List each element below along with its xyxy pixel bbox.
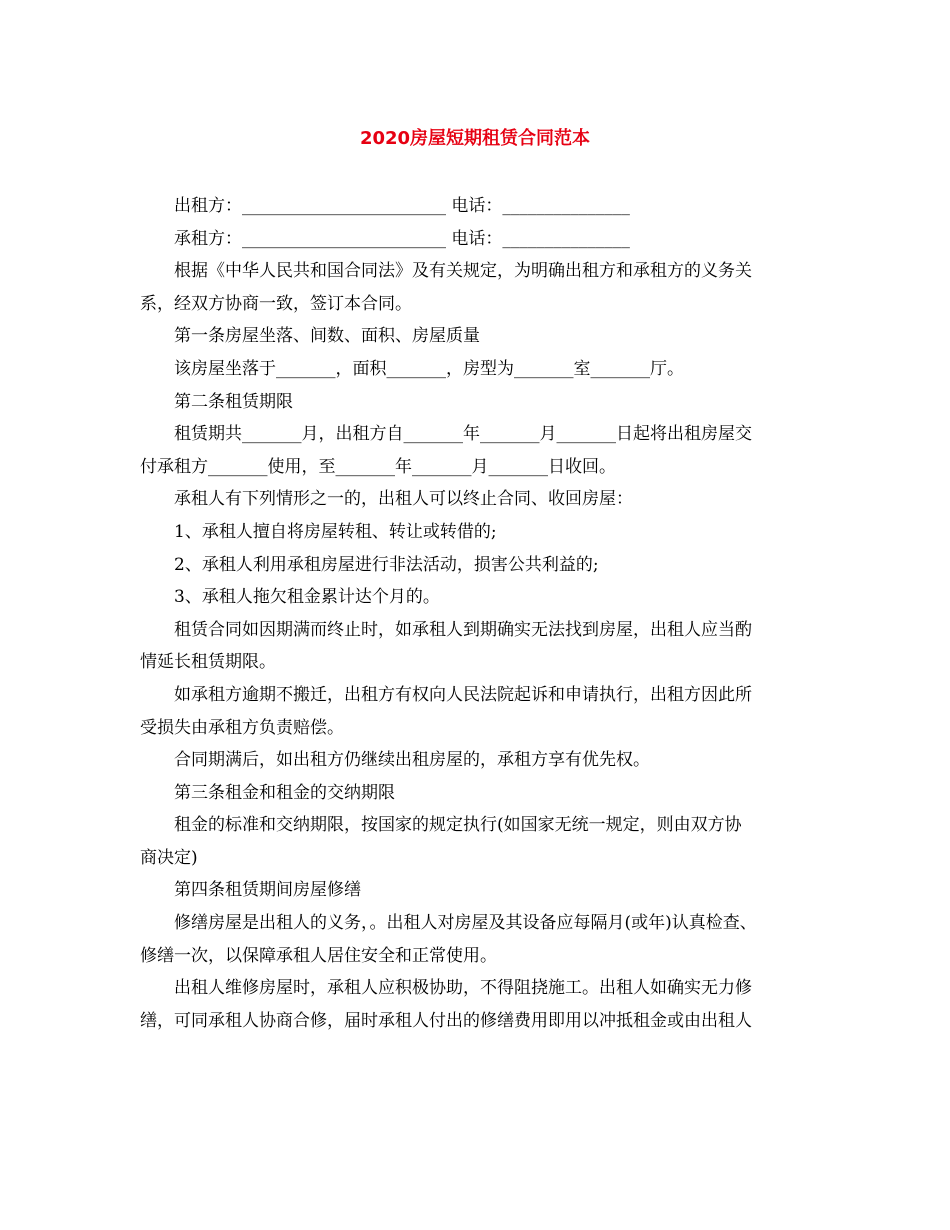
paragraph-line: 3、承租人拖欠租金累计达个月的。 [174,587,440,608]
document-body [140,190,812,1037]
paragraph-line: 该房屋坐落于_______，面积_______，房型为_______室_______厅。 [174,358,684,379]
paragraph-line: 第四条租赁期间房屋修缮 [174,880,361,901]
paragraph-line: 租赁合同如因期满而终止时，如承租人到期确实无法找到房屋，出租人应当酌 [174,619,752,640]
paragraph-line: 缮，可同承租人协商合修，届时承租人付出的修缮费用即用以冲抵租金或由出租人 [140,1010,752,1031]
paragraph-line: 1、承租人擅自将房屋转租、转让或转借的; [174,521,497,542]
paragraph-line: 租赁期共_______月，出租方自_______年_______月_______日起将出租房屋交 [174,424,752,445]
paragraph-line: 承租人有下列情形之一的，出租人可以终止合同、收回房屋： [174,489,633,510]
paragraph-line: 修缮房屋是出租人的义务，。出租人对房屋及其设备应每隔月(或年)认真检查、 [174,913,757,934]
paragraph-line: 出租人维修房屋时，承租人应积极协助，不得阻挠施工。出租人如确实无力修 [174,978,752,999]
paragraph-line: 商决定) [140,847,198,868]
paragraph-line: 2、承租人利用承租房屋进行非法活动，损害公共利益的; [174,554,599,575]
paragraph-line: 修缮一次，以保障承租人居住安全和正常使用。 [140,945,497,966]
paragraph-line: 第二条租赁期限 [174,391,293,412]
paragraph-line: 出租方：________________________ 电话：_______________ [174,196,630,216]
paragraph-line: 第一条房屋坐落、间数、面积、房屋质量 [174,326,480,347]
paragraph-line: 受损失由承租方负责赔偿。 [140,717,344,738]
paragraph-line: 合同期满后，如出租方仍继续出租房屋的，承租方享有优先权。 [174,750,650,771]
paragraph-line: 系，经双方协商一致，签订本合同。 [140,293,412,314]
paragraph-line: 付承租方_______使用，至_______年_______月_______日收回。 [140,456,616,477]
paragraph-line: 情延长租赁期限。 [140,652,276,673]
paragraph-line: 租金的标准和交纳期限，按国家的规定执行(如国家无统一规定，则由双方协 [174,815,742,836]
paragraph-line: 第三条租金和租金的交纳期限 [174,782,395,803]
document-title: 2020房屋短期租赁合同范本 [359,128,591,149]
paragraph-line: 根据《中华人民共和国合同法》及有关规定，为明确出租方和承租方的义务关 [174,261,752,282]
paragraph-line: 承租方：________________________ 电话：_______________ [174,228,630,249]
paragraph-line: 如承租方逾期不搬迁，出租方有权向人民法院起诉和申请执行，出租方因此所 [174,684,752,705]
